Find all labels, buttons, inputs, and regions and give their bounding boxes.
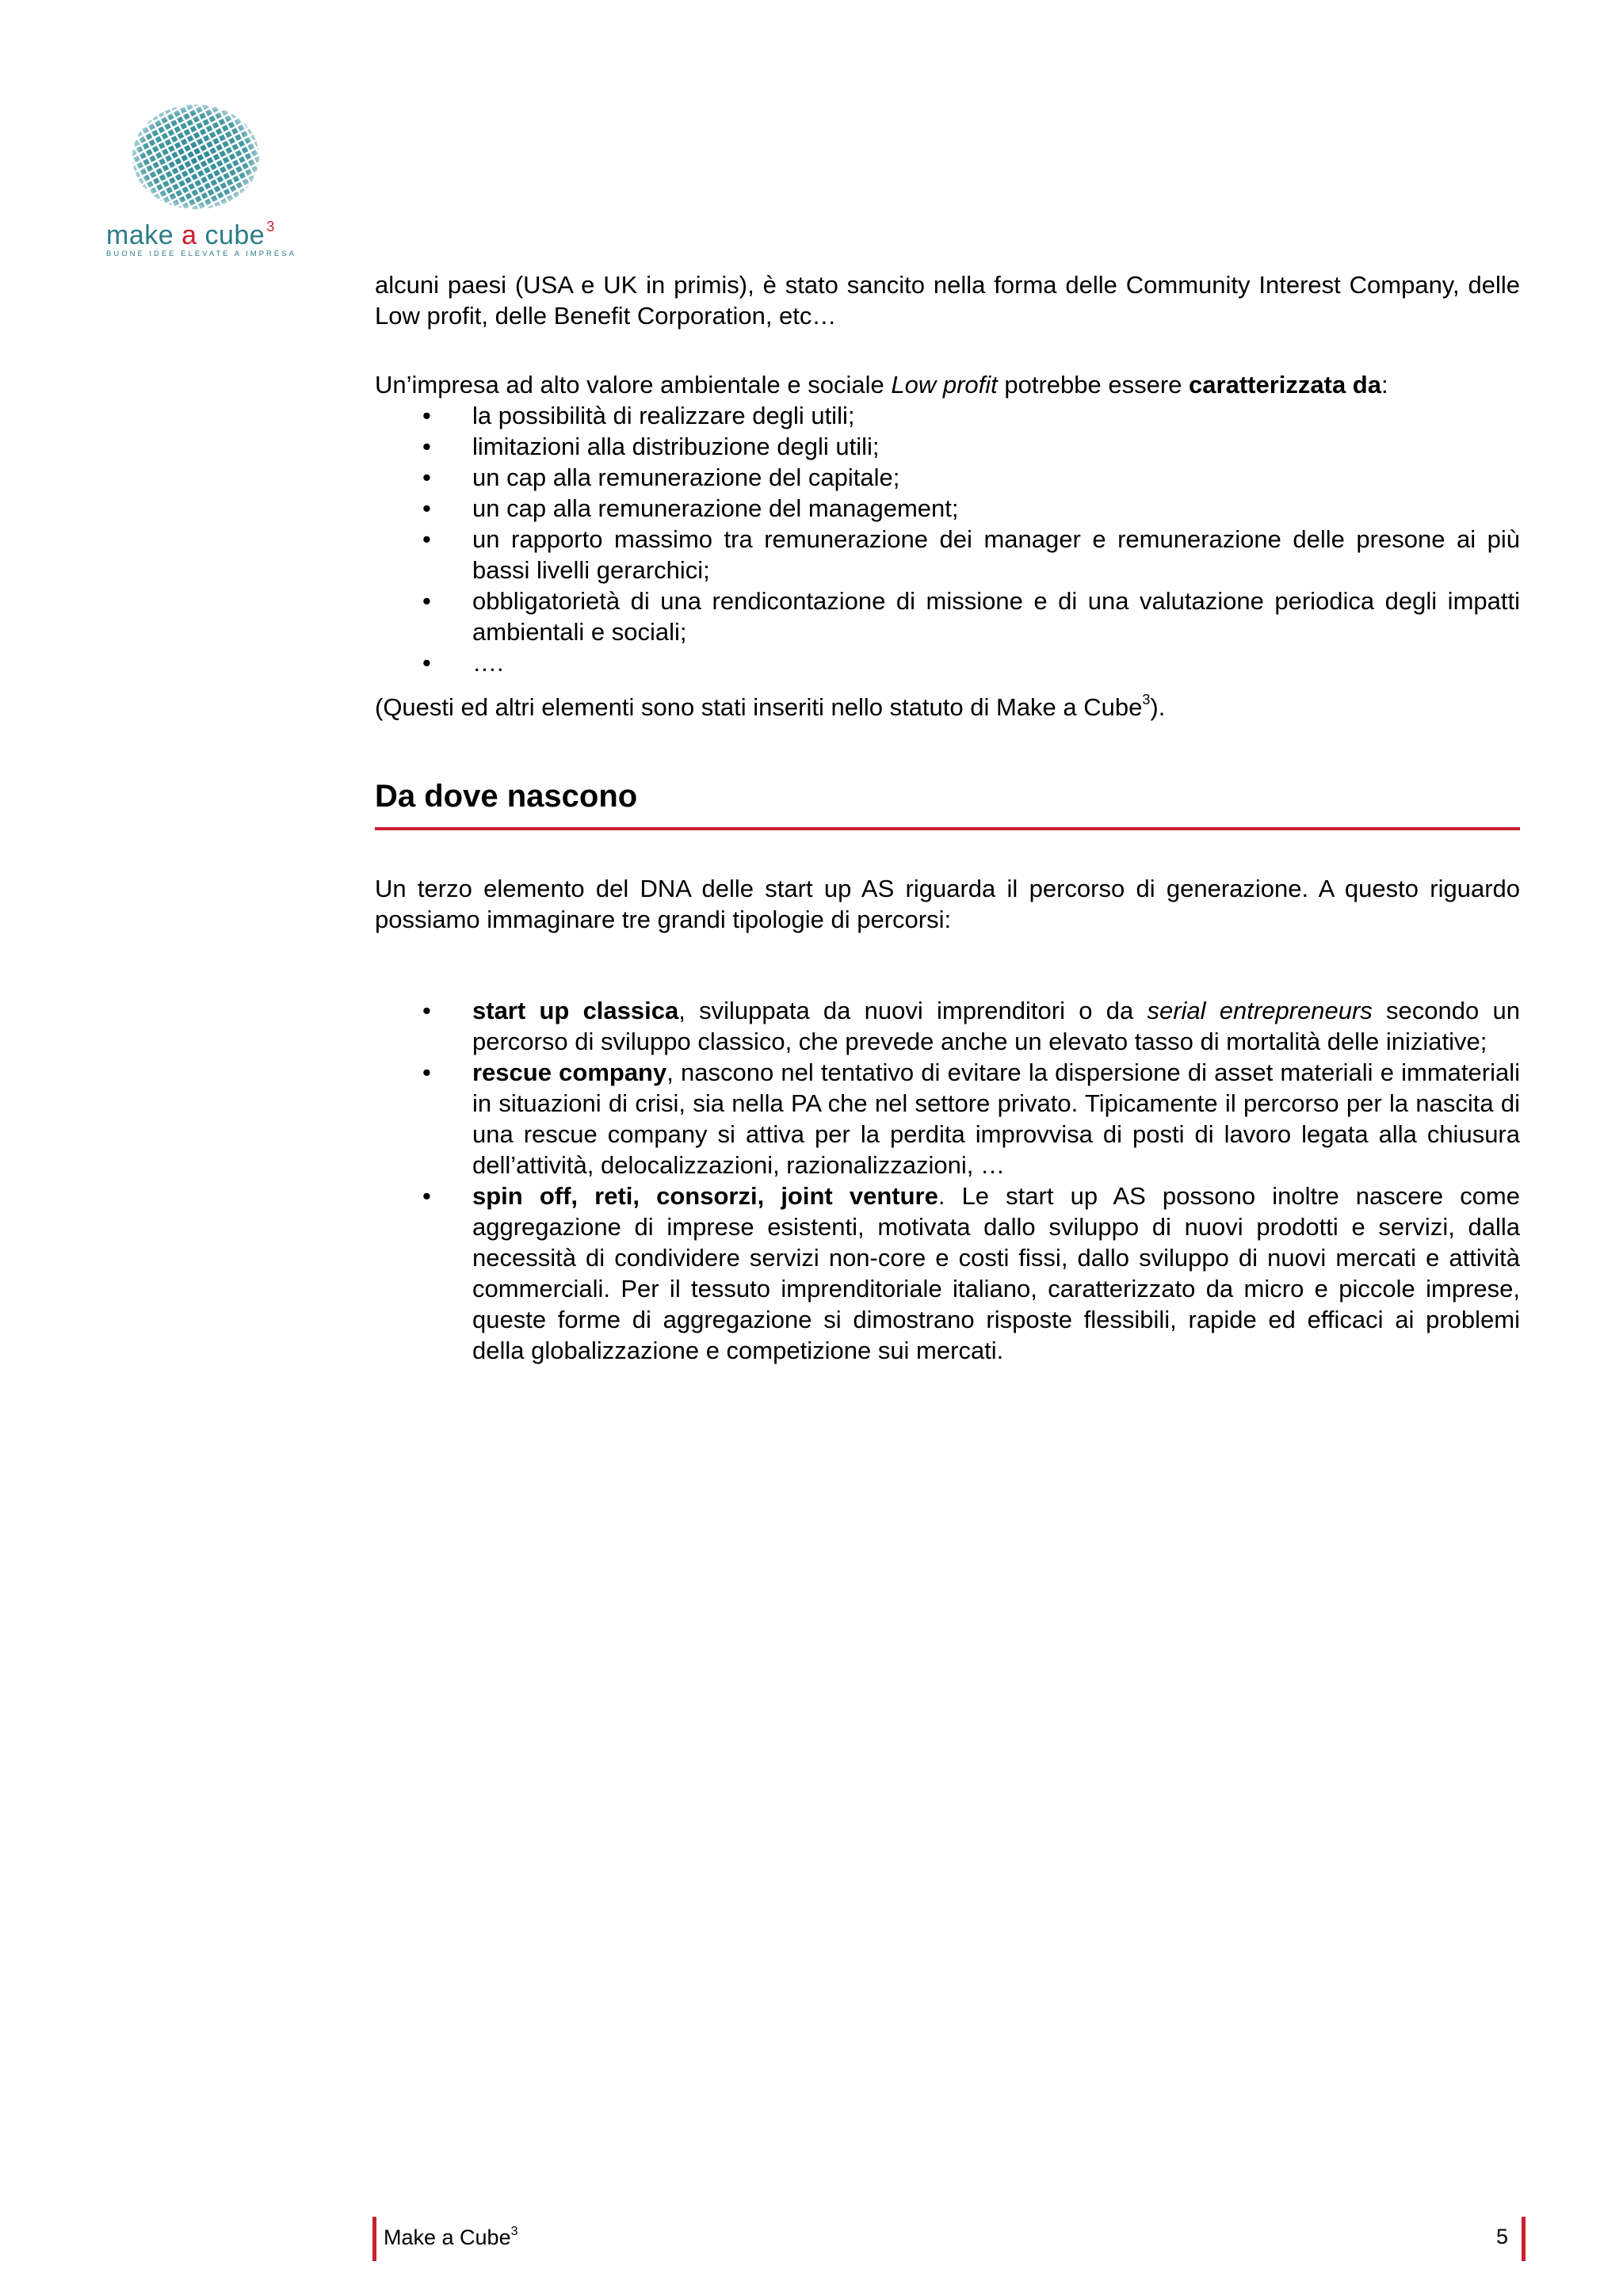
list-item: • obbligatorietà di una rendicontazione di missione e di una valutazione periodica degli impatti ambientali e sociali; [375,585,1520,647]
list-item: • un cap alla remunerazione del capitale; [375,462,1520,493]
footer-left-rule [372,2217,376,2261]
list-item: • la possibilità di realizzare degli utili; [375,400,1520,431]
characteristics-lead: Un’impresa ad alto valore ambientale e sociale Low profit potrebbe essere caratterizzata da: [375,371,1388,399]
list-item: • limitazioni alla distribuzione degli utili; [375,431,1520,462]
list-item: • …. [375,647,1520,678]
list-item: • spin off, reti, consorzi, joint venture. Le start up AS possono inoltre nascere come aggregazione di imprese esistenti, motivata dallo sviluppo di nuovi prodotti e servizi, dalla necessità di condividere servizi non-core e costi fissi, dallo sviluppo di nuovi mercati e attività commerciali. Per il tessuto imprenditoriale italiano, caratterizzato da micro e piccole imprese, queste forme di aggregazione si dimostrano risposte flessibili, rapide ed efficaci ai problemi della globalizzazione e competizione sui mercati. [375,1180,1520,1366]
footer-right-rule [1522,2217,1526,2261]
list-item: • un cap alla remunerazione del management; [375,493,1520,524]
statute-note: (Questi ed altri elementi sono stati inseriti nello statuto di Make a Cube$^3$). [375,692,1166,721]
page-number: 5 [1495,2225,1508,2248]
brand-tagline: BUONE IDEE ELEVATE A IMPRESA [106,250,296,258]
page-footer [372,2217,1526,2261]
intro-paragraph: alcuni paesi (USA e UK in primis), è stato sancito nella forma delle Community Interest Company, delle Low profit, delle Benefit Corporation, etc… [375,271,1520,330]
list-item: • rescue company, nascono nel tentativo di evitare la dispersione di asset materiali e immateriali in situazioni di crisi, sia nella PA che nel settore privato. Tipicamente il percorso per la nascita di una rescue company si attiva per la perdita improvvisa di posti di lavoro legata alla chiusura dell’attività, delocalizzazioni, razionalizzazioni, … [375,1057,1520,1180]
section-title: Da dove nascono [375,776,1520,830]
list-item: • start up classica, sviluppata da nuovi imprenditori o da serial entrepreneurs secondo un percorso di sviluppo classico, che prevede anche un elevato tasso di mortalità delle iniziative; [375,995,1520,1057]
brand-wordmark: make a cube $^3$ [106,219,275,250]
characteristics-list [375,400,1520,678]
page-content [375,269,1520,1366]
footer-label: Make a Cube$^3$ [384,2225,518,2249]
section-paragraph: Un terzo elemento del DNA delle start up AS riguarda il percorso di generazione. A questo riguardo possiamo immaginare tre grandi tipologie di percorsi: [375,875,1520,933]
list-item: • un rapporto massimo tra remunerazione dei manager e remunerazione delle presone ai più bassi livelli gerarchici; [375,524,1520,585]
origins-list [375,995,1520,1366]
